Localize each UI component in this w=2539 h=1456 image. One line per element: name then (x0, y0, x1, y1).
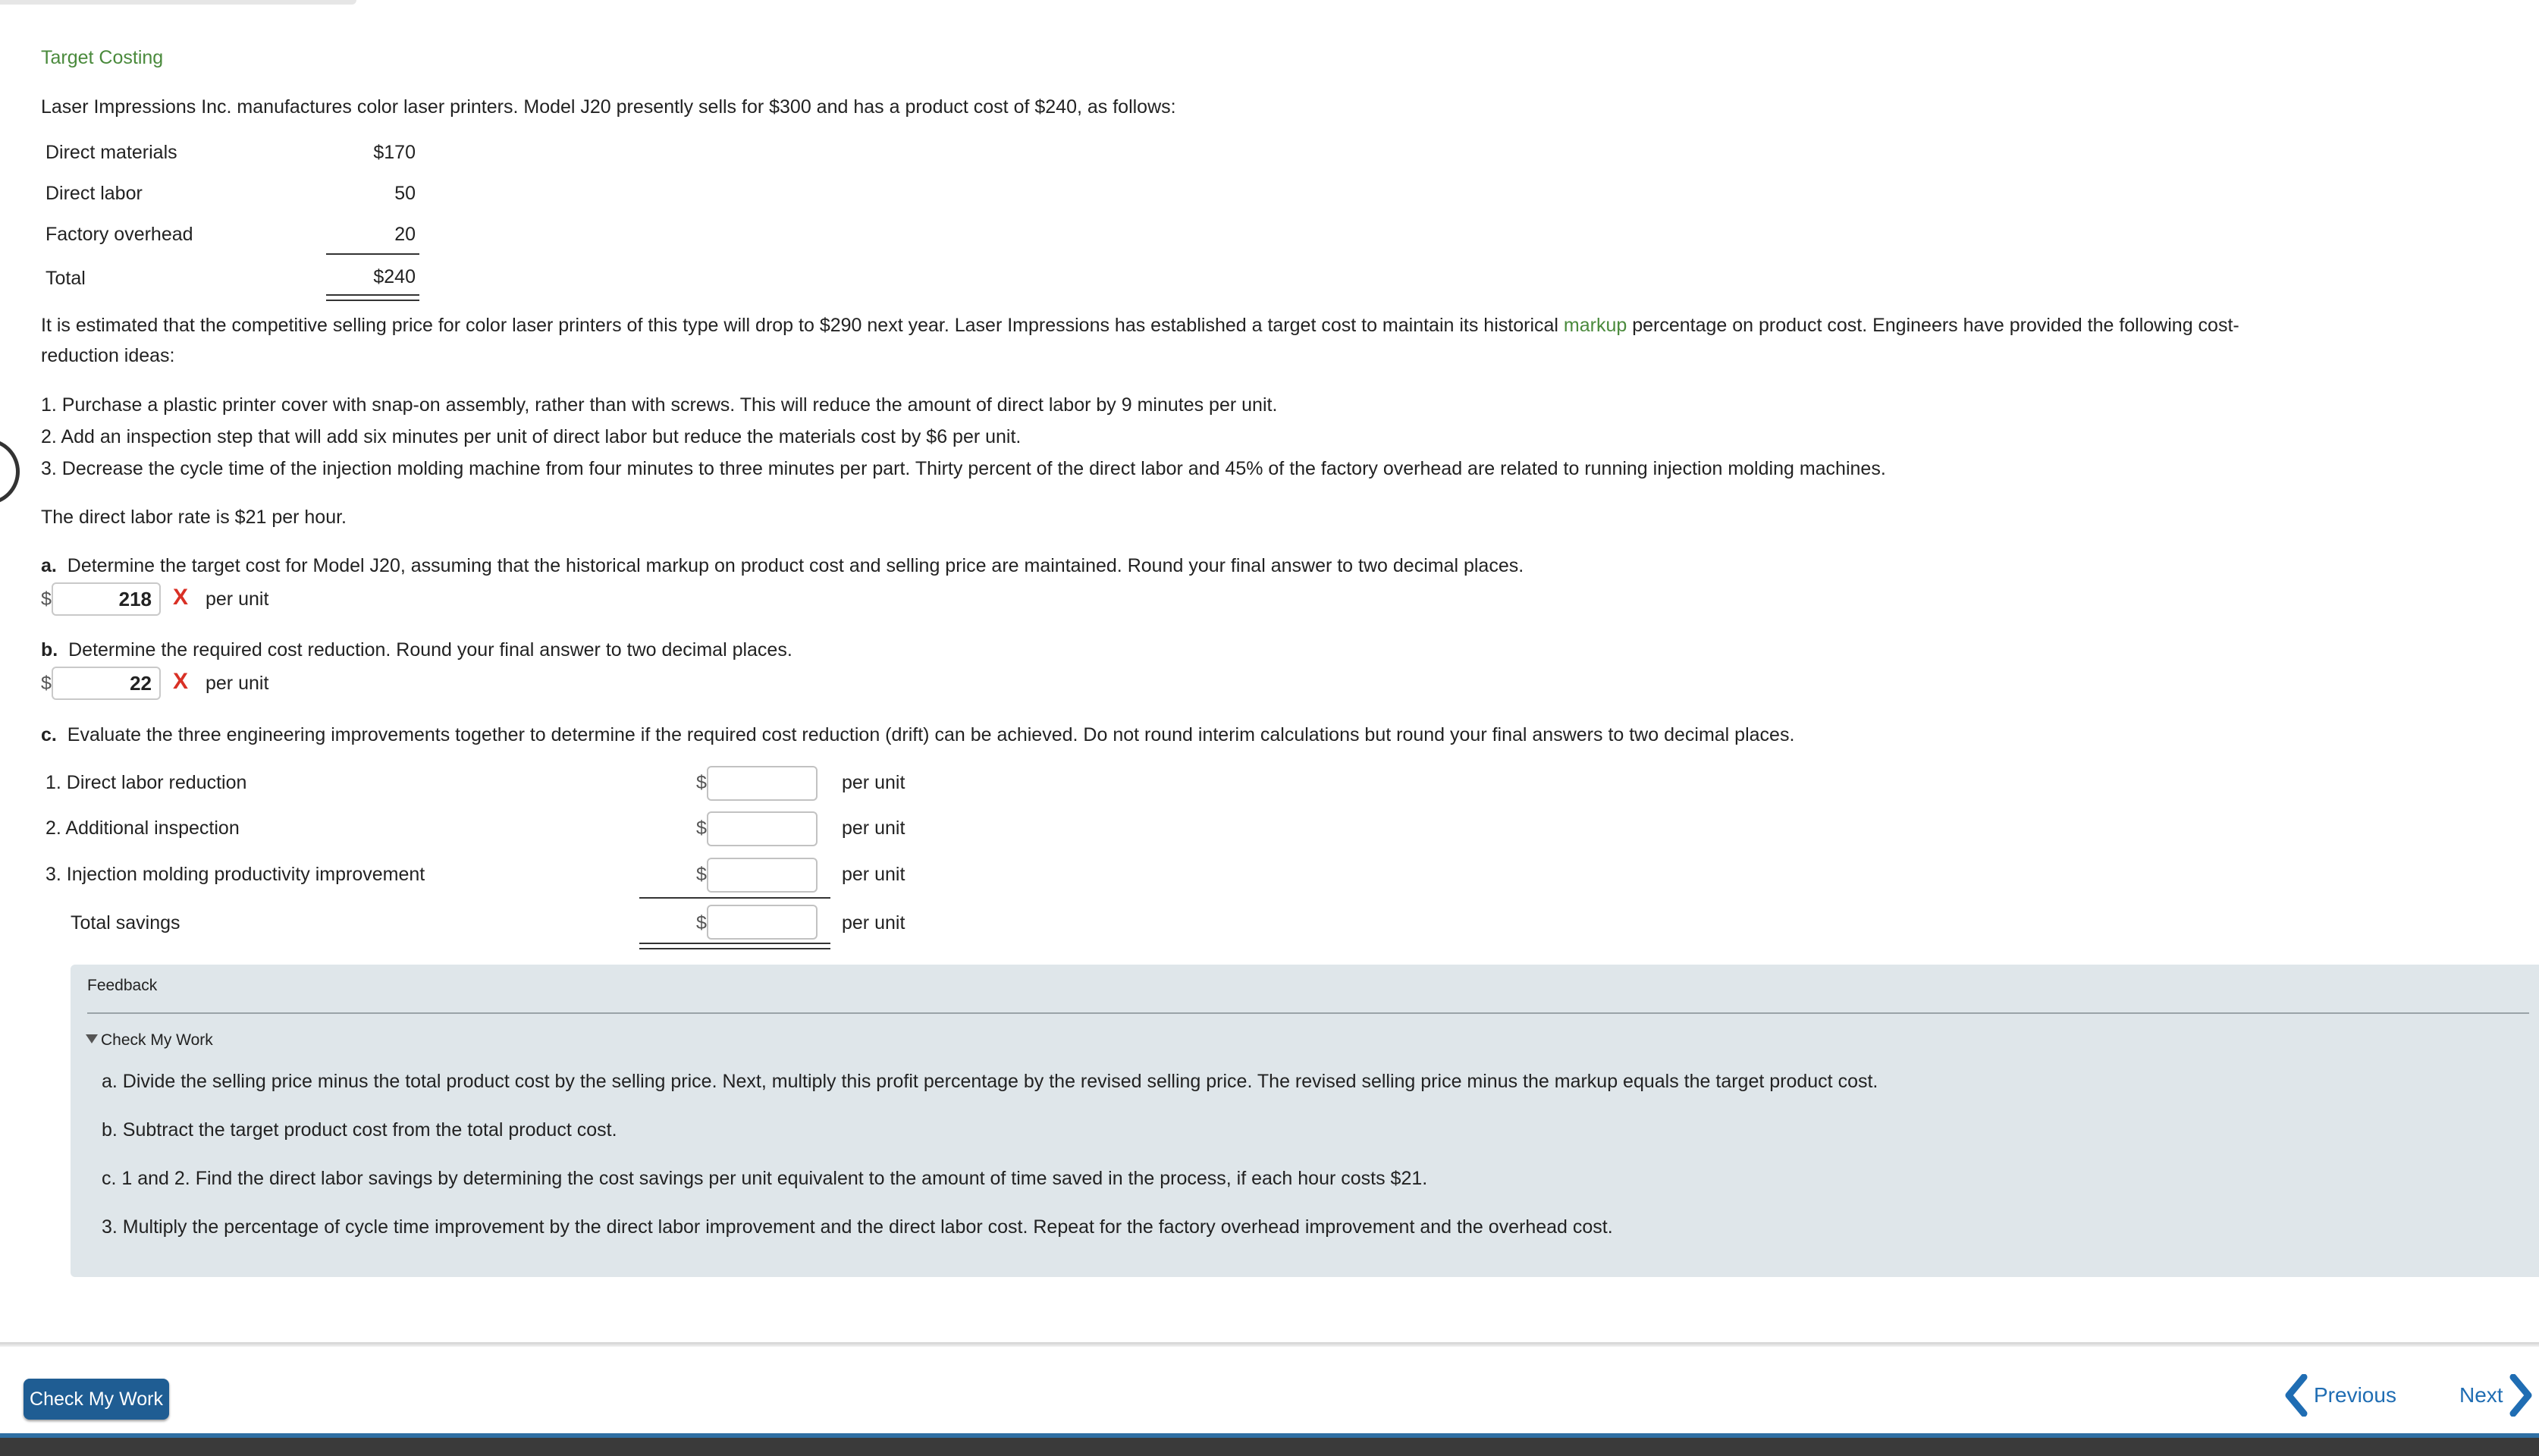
cost-label-direct-materials: Direct materials (46, 142, 177, 163)
part-a-currency: $ (41, 588, 52, 610)
feedback-title: Feedback (87, 977, 158, 994)
estimate-paragraph-line2: reduction ideas: (41, 345, 175, 366)
direct-labor-reduction-input[interactable] (707, 766, 818, 801)
savings-currency: $ (696, 912, 707, 934)
disclosure-triangle-icon (86, 1034, 98, 1043)
page-title: Target Costing (41, 47, 164, 68)
previous-button[interactable]: Previous (2314, 1383, 2396, 1407)
feedback-hint-c3: 3. Multiply the percentage of cycle time improvement by the direct labor improvement and the direct labor cost. Repeat for the factory overhead improvement and the overhead cost. (102, 1216, 1613, 1238)
part-b-letter: b. (41, 639, 58, 661)
idea-item-3: 3. Decrease the cycle time of the injection molding machine from four minutes to three minutes per part. Thirty percent of the direct labor and 45% of the factory overhead are related to running injection molding machines. (41, 458, 1886, 479)
savings-unit: per unit (842, 817, 905, 839)
markup-link[interactable]: markup (1563, 315, 1627, 336)
cost-label-total: Total (46, 268, 86, 289)
savings-currency: $ (696, 772, 707, 793)
savings-unit: per unit (842, 772, 905, 793)
additional-inspection-input[interactable] (707, 811, 818, 846)
intro-text: Laser Impressions Inc. manufactures color laser printers. Model J20 presently sells for $300 and has a product cost of $240, as follows: (41, 96, 1176, 118)
check-my-work-button[interactable]: Check My Work (24, 1379, 169, 1420)
cost-value-direct-materials: $170 (373, 142, 416, 163)
part-c-letter: c. (41, 724, 57, 745)
incorrect-x-icon: X (173, 585, 189, 610)
injection-molding-improvement-input[interactable] (707, 858, 818, 893)
feedback-hint-a: a. Divide the selling price minus the total product cost by the selling price. Next, multiply this profit percentage by the revised selling price. The revised selling price minus the markup equals the target product cost. (102, 1071, 1878, 1092)
part-b-currency: $ (41, 673, 52, 694)
idea-item-1: 1. Purchase a plastic printer cover with snap-on assembly, rather than with screws. This will reduce the amount of direct labor by 9 minutes per unit. (41, 394, 1278, 416)
total-double-rule (326, 294, 419, 301)
check-my-work-toggle-label: Check My Work (101, 1031, 213, 1049)
part-b-unit: per unit (206, 673, 269, 694)
part-b-question-text: Determine the required cost reduction. Round your final answer to two decimal places. (68, 639, 792, 661)
bottom-accent-bar (0, 1433, 2539, 1438)
savings-total-double-rule (639, 943, 830, 949)
part-a-question-text: Determine the target cost for Model J20, assuming that the historical markup on product cost and selling price are maintained. Round your final answer to two decimal places. (67, 555, 1524, 576)
labor-rate-text: The direct labor rate is $21 per hour. (41, 507, 347, 528)
idea-item-2: 2. Add an inspection step that will add six minutes per unit of direct labor but reduce the materials cost by $6 per unit. (41, 426, 1022, 447)
savings-subtotal-rule (639, 897, 830, 899)
savings-label-direct-labor: 1. Direct labor reduction (46, 772, 247, 793)
top-tab-strip (0, 0, 356, 5)
part-a-question (41, 555, 1524, 577)
cost-value-factory-overhead: 20 (394, 224, 416, 245)
part-b-question (41, 639, 792, 661)
part-c-question-text: Evaluate the three engineering improvements together to determine if the required cost reduction (drift) can be achieved. Do not round interim calculations but round your final answers to two decimal places. (67, 724, 1795, 745)
estimate-text-end: percentage on product cost. Engineers have provided the following cost- (1627, 315, 2239, 336)
subtotal-rule (326, 253, 419, 255)
cost-value-total: $240 (373, 266, 416, 287)
cost-label-direct-labor: Direct labor (46, 183, 143, 204)
feedback-hint-b: b. Subtract the target product cost from the total product cost. (102, 1119, 617, 1141)
total-savings-input[interactable] (707, 905, 818, 940)
cost-value-direct-labor: 50 (394, 183, 416, 204)
part-c-question (41, 724, 1794, 746)
savings-unit: per unit (842, 912, 905, 934)
savings-label-injection-molding: 3. Injection molding productivity improvement (46, 864, 425, 885)
savings-currency: $ (696, 864, 707, 885)
part-a-answer-input[interactable]: 218 (52, 582, 161, 616)
check-my-work-toggle[interactable] (86, 1031, 213, 1050)
feedback-divider (87, 1012, 2529, 1014)
cost-label-factory-overhead: Factory overhead (46, 224, 193, 245)
incorrect-x-icon: X (173, 669, 189, 694)
savings-currency: $ (696, 817, 707, 839)
savings-label-additional-inspection: 2. Additional inspection (46, 817, 240, 839)
part-b-answer-input[interactable]: 22 (52, 667, 161, 700)
chevron-left-icon[interactable] (2283, 1374, 2308, 1422)
feedback-hint-c: c. 1 and 2. Find the direct labor savings by determining the cost savings per unit equivalent to the amount of time saved in the process, if each hour costs $21. (102, 1168, 1428, 1189)
part-a-letter: a. (41, 555, 57, 576)
estimate-text-start: It is estimated that the competitive selling price for color laser printers of this type will drop to $290 next year. Laser Impressions has established a target cost to maintain its historical (41, 315, 1564, 336)
part-a-unit: per unit (206, 588, 269, 610)
estimate-paragraph-line1 (41, 315, 2239, 337)
next-button[interactable]: Next (2459, 1383, 2503, 1407)
feedback-panel (71, 965, 2539, 1277)
side-navigation-handle[interactable] (0, 438, 20, 505)
footer-separator (0, 1342, 2539, 1347)
savings-label-total: Total savings (71, 912, 180, 934)
savings-unit: per unit (842, 864, 905, 885)
chevron-right-icon[interactable] (2509, 1374, 2534, 1422)
